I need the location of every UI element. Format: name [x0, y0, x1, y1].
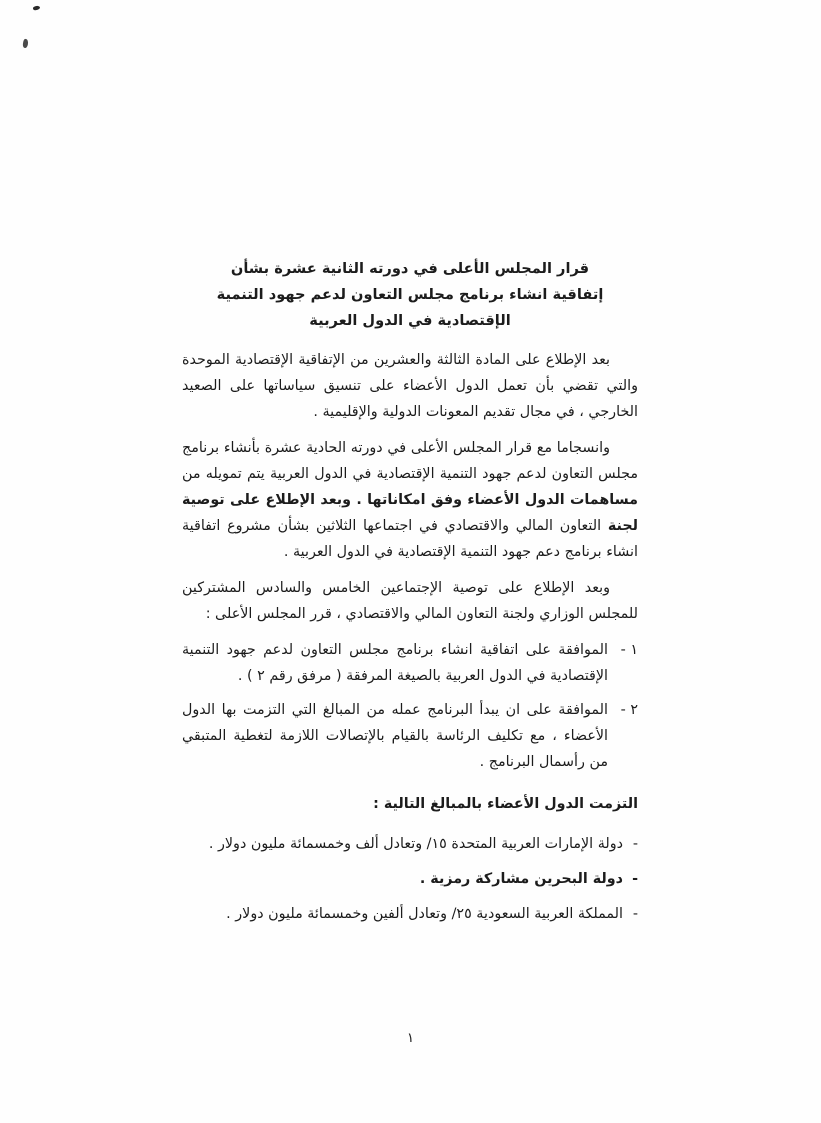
- dash-bullet: -: [632, 871, 638, 887]
- commitment-item-saudi: [182, 901, 638, 927]
- decision-list: [182, 637, 638, 775]
- commitment-item-uae: [182, 831, 638, 857]
- dash-bullet: -: [632, 906, 638, 922]
- scan-artifact: [33, 5, 41, 11]
- document-content: [182, 256, 638, 936]
- decision-number: ١ -: [620, 642, 638, 658]
- commitment-item-bahrain: [182, 866, 638, 892]
- document-title: [182, 256, 638, 334]
- scan-artifact: [22, 39, 28, 49]
- paragraph-preamble-3: وبعد الإطلاع على توصية الإجتماعين الخامس والسادس المشتركين للمجلس الوزاري ولجنة التعاون المالي والاقتصادي ، قرر المجلس الأعلى :: [182, 580, 638, 622]
- commitments-heading: التزمت الدول الأعضاء بالمبالغ التالية :: [373, 796, 638, 812]
- paragraph-preamble-1: بعد الإطلاع على المادة الثالثة والعشرين من الإتفاقية الإقتصادية الموحدة والتي تقضي بأن تعمل الدول الأعضاء على تنسيق سياساتها على الصعيد الخارجي ، في مجال تقديم المعونات الدولية والإقليمية .: [182, 352, 638, 420]
- decision-item-2: [182, 697, 638, 775]
- commitment-text: المملكة العربية السعودية ٢٥/ وتعادل ألفين وخمسمائة مليون دولار .: [226, 906, 623, 922]
- decision-text: الموافقة على اتفاقية انشاء برنامج مجلس التعاون لدعم جهود التنمية الإقتصادية في الدول العربية بالصيغة المرفقة ( مرفق رقم ٢ ) .: [182, 642, 608, 684]
- paragraph-preamble-2: [182, 435, 638, 565]
- title-line: الإقتصادية في الدول العربية: [309, 312, 511, 329]
- paragraph-2-emphasis: مساهمات الدول الأعضاء وفق امكاناتها . وبعد الإطلاع على توصية لجنة: [182, 492, 639, 534]
- commitments-list: [182, 831, 638, 927]
- dash-bullet: -: [632, 836, 638, 852]
- paragraph-2-text: التعاون المالي والاقتصادي في اجتماعها الثلاثين بشأن مشروع اتفاقية انشاء برنامج دعم جهود التنمية الإقتصادية في الدول العربية .: [182, 518, 638, 560]
- commitment-text: دولة البحرين مشاركة رمزية .: [419, 871, 623, 887]
- page-number: ١: [406, 1030, 415, 1046]
- commitment-text: دولة الإمارات العربية المتحدة ١٥/ وتعادل ألف وخمسمائة مليون دولار .: [208, 836, 623, 852]
- paragraph-2-text: وانسجاما مع قرار المجلس الأعلى في دورته الحادية عشرة بأنشاء برنامج مجلس التعاون لدعم جهود التنمية الإقتصادية في الدول العربية يتم تمويله من: [182, 440, 638, 482]
- title-line: إتفاقية انشاء برنامج مجلس التعاون لدعم جهود التنمية: [216, 286, 604, 303]
- title-line: قرار المجلس الأعلى في دورته الثانية عشرة بشأن: [230, 260, 590, 277]
- decision-number: ٢ -: [620, 702, 638, 718]
- decision-text: الموافقة على ان يبدأ البرنامج عمله من المبالغ التي التزمت بها الدول الأعضاء ، مع تكليف الرئاسة بالقيام بالإتصالات اللازمة لتغطية المتبقي من رأسمال البرنامج .: [182, 702, 608, 770]
- decision-item-1: [182, 637, 638, 689]
